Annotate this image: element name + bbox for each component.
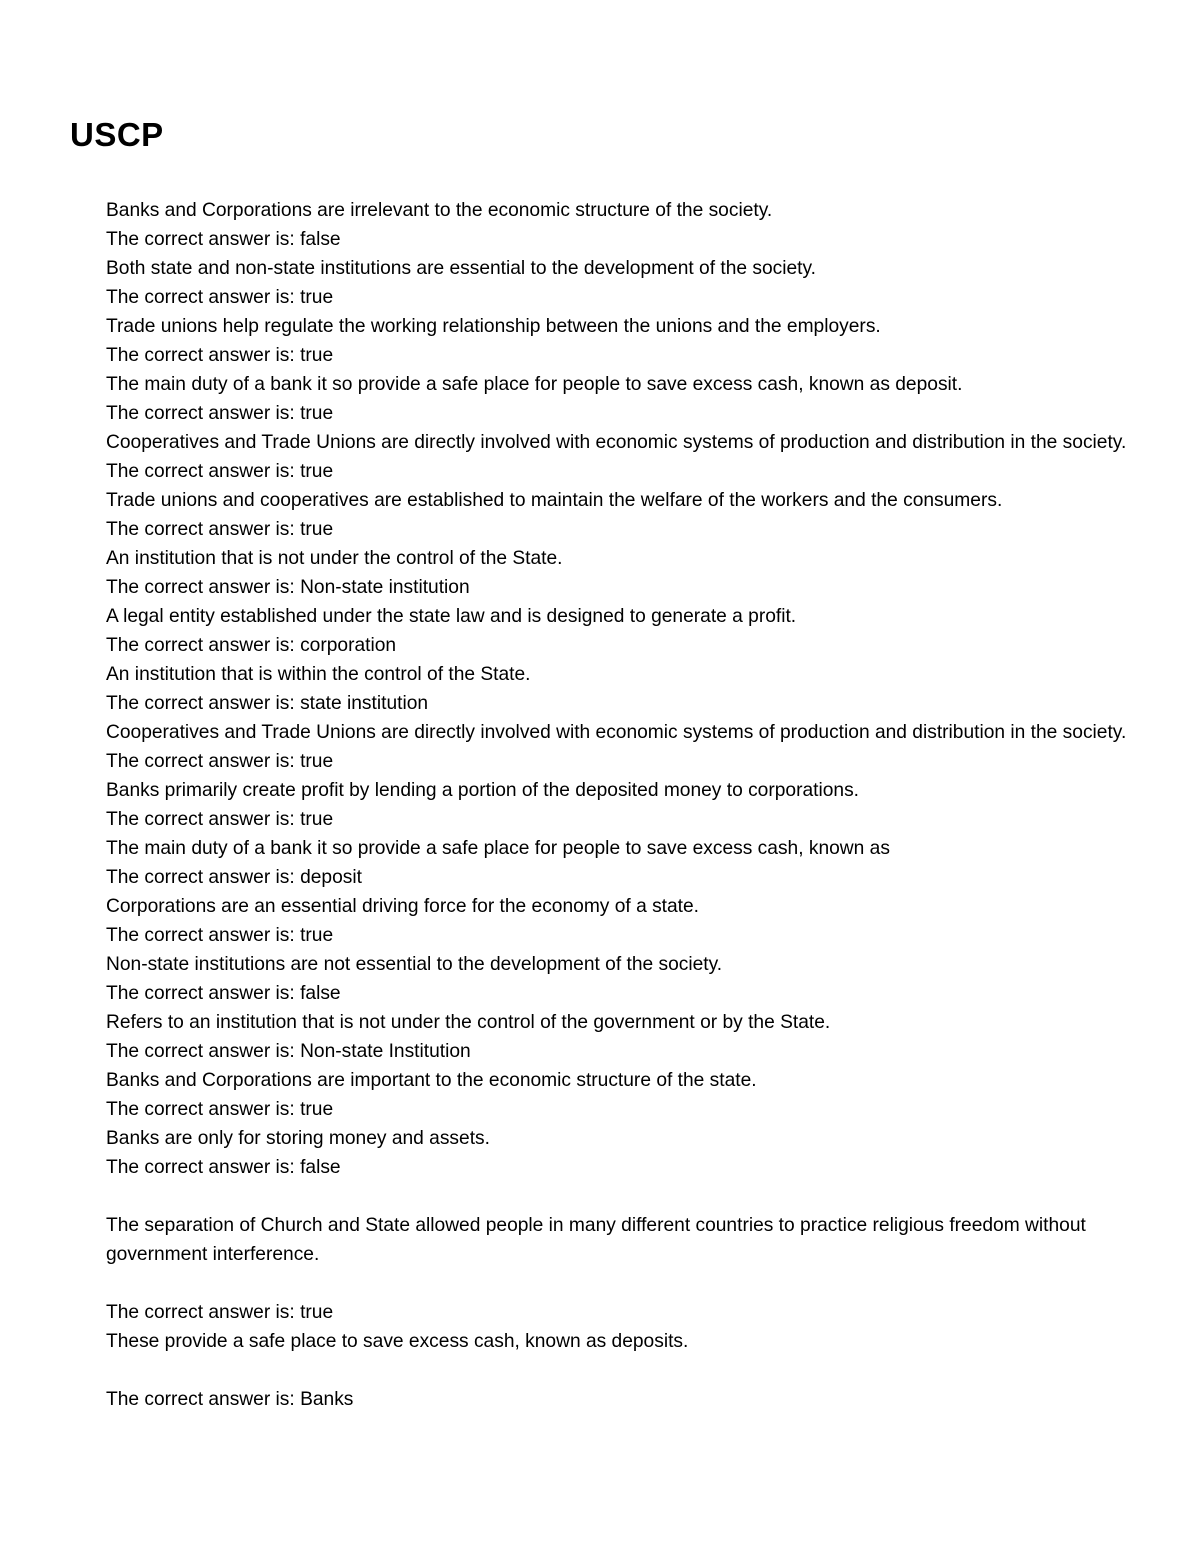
question-text: Cooperatives and Trade Unions are directly involved with economic systems of production and distribution in the society. <box>106 432 1127 453</box>
answer-text: The correct answer is: Non-state Institution <box>106 1041 471 1062</box>
question-text: The separation of Church and State allowed people in many different countries to practice religious freedom without government interference. <box>106 1215 1086 1265</box>
question-text: Banks and Corporations are important to the economic structure of the state. <box>106 1070 757 1091</box>
question-text: Corporations are an essential driving force for the economy of a state. <box>106 896 699 917</box>
question-text: The main duty of a bank it so provide a safe place for people to save excess cash, known as deposit. <box>106 374 963 395</box>
question-text: A legal entity established under the state law and is designed to generate a profit. <box>106 606 797 627</box>
answer-text: The correct answer is: true <box>106 809 334 830</box>
question-text: The main duty of a bank it so provide a safe place for people to save excess cash, known as <box>106 838 890 859</box>
answer-text: The correct answer is: true <box>106 1099 334 1120</box>
answer-text: The correct answer is: true <box>106 287 334 308</box>
question-text: Banks and Corporations are irrelevant to the economic structure of the society. <box>106 200 773 221</box>
document-title: USCP <box>70 116 164 153</box>
question-text: Trade unions and cooperatives are established to maintain the welfare of the workers and the consumers. <box>106 490 1003 511</box>
question-text: Both state and non-state institutions are essential to the development of the society. <box>106 258 817 279</box>
question-text: Cooperatives and Trade Unions are directly involved with economic systems of production and distribution in the society. <box>106 722 1127 743</box>
answer-text: The correct answer is: deposit <box>106 867 362 888</box>
question-text: Refers to an institution that is not under the control of the government or by the State. <box>106 1012 831 1033</box>
answer-text: The correct answer is: true <box>106 461 334 482</box>
question-text: An institution that is within the control of the State. <box>106 664 531 685</box>
answer-text: The correct answer is: true <box>106 345 334 366</box>
answer-text: The correct answer is: false <box>106 1157 341 1178</box>
paragraph-gap <box>106 1356 1146 1385</box>
answer-text: The correct answer is: Non-state institution <box>106 577 470 598</box>
answer-text: The correct answer is: true <box>106 403 334 424</box>
question-text: These provide a safe place to save excess cash, known as deposits. <box>106 1331 689 1352</box>
paragraph-gap <box>106 1269 1146 1298</box>
answer-text: The correct answer is: true <box>106 519 334 540</box>
answer-text: The correct answer is: Banks <box>106 1389 354 1410</box>
answer-text: The correct answer is: true <box>106 925 334 946</box>
paragraph-gap <box>106 1182 1146 1211</box>
question-text: Banks are only for storing money and assets. <box>106 1128 490 1149</box>
answer-text: The correct answer is: corporation <box>106 635 397 656</box>
qa-list <box>106 196 1146 1414</box>
question-text: An institution that is not under the control of the State. <box>106 548 563 569</box>
question-text: Trade unions help regulate the working relationship between the unions and the employers. <box>106 316 881 337</box>
answer-text: The correct answer is: true <box>106 1302 334 1323</box>
question-text: Non-state institutions are not essential to the development of the society. <box>106 954 723 975</box>
answer-text: The correct answer is: false <box>106 983 341 1004</box>
answer-text: The correct answer is: state institution <box>106 693 429 714</box>
question-text: Banks primarily create profit by lending a portion of the deposited money to corporations. <box>106 780 859 801</box>
answer-text: The correct answer is: true <box>106 751 334 772</box>
answer-text: The correct answer is: false <box>106 229 341 250</box>
